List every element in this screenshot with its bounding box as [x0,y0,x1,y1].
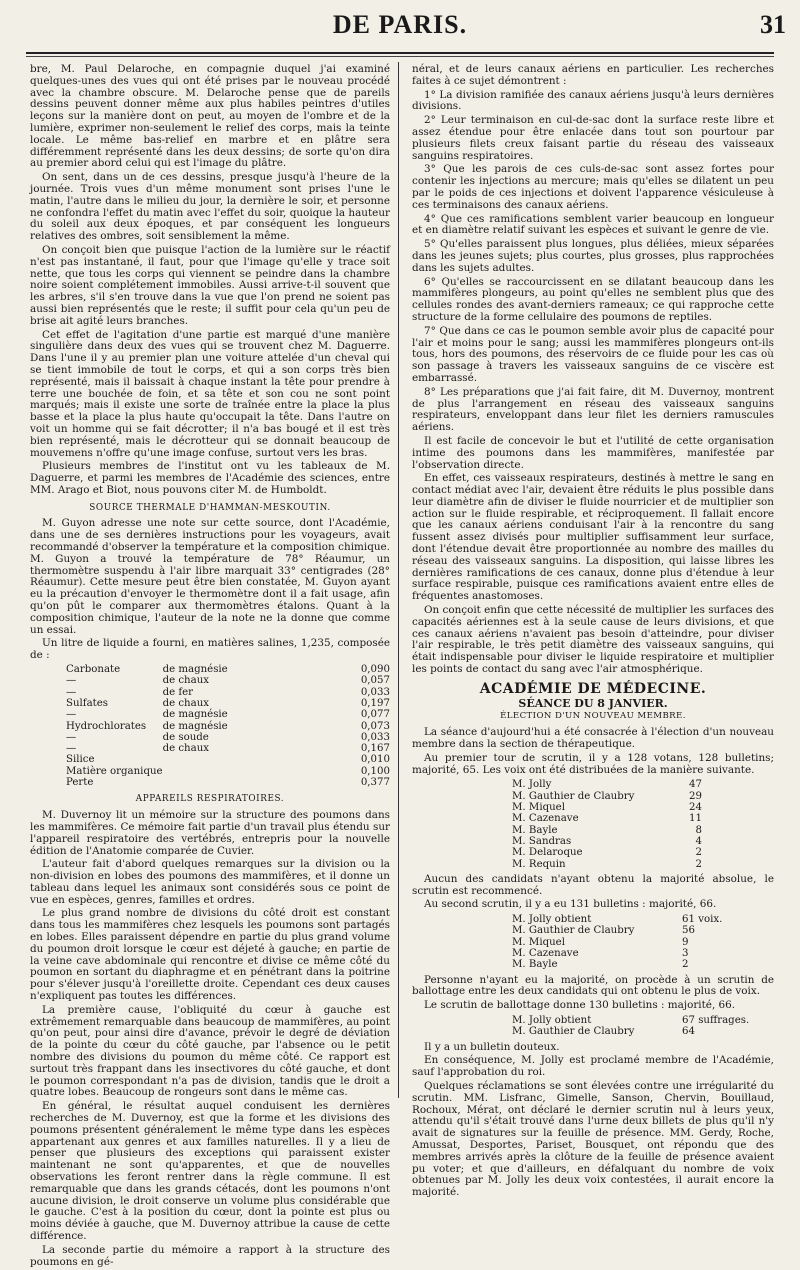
section-heading-source: SOURCE THERMALE D'HAMMAN-MESKOUTIN. [89,502,331,513]
paragraph: M. Duvernoy lit un mémoire sur la structure des poumons dans les mammifères. Ce mémoire fait partie d'un travail plus étendu sur l'appareil respiratoire des vertébrés, entrepris pour la nouvelle édition de l'Anatomie comparée de Cuvier. [30,809,390,857]
paragraph: M. Guyon adresse une note sur cette source, dont l'Académie, dans une de ses dernières instructions pour les voyageurs, avait recommandé d'observer la température et la composition chimique. M. Guyon a trouvé la température de 78° Réaumur, un thermomètre suspendu à l'air libre marquait 33° centigrades (28° Réaumur). Cette mesure peut être bien constatée, M. Guyon ayant eu la précaution d'envoyer le thermomètre dont il a fait usage, afin qu'on pût le comparer aux thermomètres étalons. Quant à la composition chimique, l'auteur de la note ne la donne que comme un essai. [30,517,390,636]
vote-row: M. Jolly obtient 67 suffrages. [512,1015,750,1027]
vote-row: M. Bayle 2 [512,959,689,971]
paragraph: La première cause, l'obliquité du cœur à gauche est extrêmement remarquable dans beaucoup de mammifères, au point qu'on peut, pour ainsi dire d'avance, prévoir le degré de déviation de la pointe du cœur du côté gauche, par l'absence ou le petit nombre des divisions du poumon du même côté. Ce rapport est surtout très frappant dans les insectivores du côté gauche, et dont le poumon correspondant n'a pas de division, tandis que le droit a quatre lobes. Beaucoup de rongeurs sont dans le même cas. [30,1003,390,1099]
composition-row: Sulfates de chaux 0,197 [66,697,390,709]
votes-table-second-round [512,914,752,970]
vote-row: M. Gauthier de Claubry 29 [512,790,702,802]
composition-row: — de soude 0,033 [66,731,390,743]
paragraph: En effet, ces vaisseaux respirateurs, destinés à mettre le sang en contact médiat avec l'air, devaient être réduits le plus possible dans leur diamètre afin de diviser le fluide nourricier et de multiplier son action sur le fluide respirable, et réciproquement. Il fallait encore que les canaux aériens conduisant l'air à la rencontre du sang fussent assez divisés pour multiplier suffisamment leur surface, dont l'étendue devait être proportionnée au nombre des mailles du réseau des vaisseaux sanguins. La disposition, qui laisse libres les dernières ramifications de ces canaux, donne plus d'étendue à leur surface respirable, puisque ces ramifications avaient entre elles de fréquentes anastomoses. [412,472,774,603]
page-header [0,0,800,58]
paragraph: Il est facile de concevoir le but et l'utilité de cette organisation intime des poumons dans les mammifères, manifestée par l'observation directe. [412,434,774,471]
composition-row: — de fer 0,033 [66,686,390,698]
academy-heading: ACADÉMIE DE MÉDECINE. [479,680,707,697]
vote-row: M. Requin 2 [512,858,702,870]
vote-row: M. Miquel 24 [512,802,702,814]
paragraph: L'auteur fait d'abord quelques remarques sur la division ou la non-division en lobes des poumons des mammifères, et il donne un tableau dans lequel les animaux sont considérés sous ce point de vue en espèces, genres, familles et ordres. [30,858,390,906]
composition-row: Matière organique 0,100 [66,765,390,777]
paragraph: 3° Que les parois de ces culs-de-sac sont assez fortes pour contenir les injections au mercure; mais qu'elles se dilatent un peu par le poids de ces injections et doivent l'apparence vésiculeuse à ces terminaisons des canaux aériens. [412,163,774,211]
paragraph: Quelques réclamations se sont élevées contre une irrégularité du scrutin. MM. Lisfranc, Gimelle, Sanson, Chervin, Bouillaud, Rochoux, Mérat, ont déclaré le dernier scrutin nul à leurs yeux, attendu qu'il s'était trouvé dans l'urne deux billets de plus qu'il n'y avait de signatures sur la feuille de présence. MM. Gerdy, Roche, Amussat, Desportes, Pariset, Bousquet, ont répondu que des membres arrivés après la clôture de la feuille de présence avaient pu voter; et que d'ailleurs, en défalquant du nombre de voix obtenues par M. Jolly les deux voix contestées, il aurait encore la majorité. [412,1080,774,1199]
paragraph: Le scrutin de ballottage donne 130 bulletins : majorité, 66. [424,999,736,1012]
vote-row: M. Cazenave 3 [512,948,689,960]
composition-row: Silice 0,010 [66,754,390,766]
paragraph: On sent, dans un de ces dessins, presque jusqu'à l'heure de la journée. Trois vues d'un même monument sont prises l'une le matin, l'autre dans le milieu du jour, la dernière le soir, et personne ne confondra l'effet du matin avec l'effet du soir, quoique la hauteur du soleil aux deux époques, et par conséquent les longueurs relatives des ombres, soit sensiblement la même. [30,171,390,243]
paragraph: Un litre de liquide a fourni, en matières salines, 1,235, composée de : [30,637,390,662]
paragraph: Il y a un bulletin douteux. [424,1040,560,1053]
paragraph: En général, le résultat auquel conduisent les dernières recherches de M. Duvernoy, est que la forme et les divisions des poumons présentent généralement le même type dans les espèces appartenant aux genres et aux familles naturelles. Il y a lieu de penser que plusieurs des exceptions qui paraissent exister maintenant ne sont qu'apparentes, et que de nouvelles observations les feront rentrer dans la règle commune. Il est remarquable que dans les grands cétacés, dont les poumons n'ont aucune division, le droit conserve un volume plus considérable que le gauche. C'est à la position du cœur, dont la pointe est plus ou moins déviée à gauche, que M. Duvernoy attribue la cause de cette différence. [30,1100,390,1242]
page-number: 31 [760,10,786,39]
paragraph: 1° La division ramifiée des canaux aériens jusqu'à leurs dernières divisions. [412,88,774,113]
paragraph: 2° Leur terminaison en cul-de-sac dont la surface reste libre et assez étendue pour être enlacée dans tout son pourtour par plusieurs filets creux faisant partie du réseau des vaisseaux sanguins respiratoires. [412,114,774,162]
composition-row: — de magnésie 0,077 [66,709,390,721]
votes-table-ballottage [512,1015,752,1038]
paragraph: 8° Les préparations que j'ai fait faire, dit M. Duvernoy, montrent de plus l'arrangement en réseau des vaisseaux sanguins respirateurs, enveloppant dans leur filet les derniers ramuscules aériens. [412,385,774,434]
page-title: DE PARIS. [332,10,468,39]
paragraph: En conséquence, M. Jolly est proclamé membre de l'Académie, sauf l'approbation du roi. [412,1054,774,1079]
vote-row: M. Jolly 47 [512,779,702,791]
paragraph: On conçoit bien que puisque l'action de la lumière sur le réactif n'est pas instantané, il faut, pour que l'image qu'elle y trace soit nette, que tous les corps qui viennent se peindre dans la chambre noire soient complétement immobiles. Aussi arrive-t-il souvent que les arbres, s'il s'en trouve dans la vue que l'on prend ne soient pas aussi bien représentés que le reste; il suffit pour cela qu'un peu de brise ait agité leurs branches. [30,243,390,327]
composition-row: Perte 0,377 [66,777,390,789]
composition-row: Hydrochlorates de magnésie 0,073 [66,720,390,732]
vote-row: M. Miquel 9 [512,936,689,948]
right-column [412,64,774,1201]
paragraph: Au premier tour de scrutin, il y a 128 votans, 128 bulletins; majorité, 65. Les voix ont été distribuées de la manière suivante. [412,751,774,776]
paragraph: néral, et de leurs canaux aériens en particulier. Les recherches faites à ce sujet démontrent : [412,63,774,87]
paragraph: Au second scrutin, il y a eu 131 bulletins : majorité, 66. [424,898,717,911]
election-heading: ÉLECTION D'UN NOUVEAU MEMBRE. [500,711,686,722]
paragraph: Cet effet de l'agitation d'une partie est marqué d'une manière singulière dans deux des vues qui se trouvent chez M. Daguerre. Dans l'une il y au premier plan une voiture attelée d'un cheval qui se tient immobile de tout le corps, et qui a son corps très bien représenté, mais il baissait à chaque instant la tête pour prendre à terre une bouchée de foin, et sa tête et son cou ne sont point marqués; mais il existe une sorte de traînée entre la place la plus basse et la place la plus haute qu'occupait la tête. Dans l'autre on voit un homme qui se fait décrotter; il n'a bas bougé et il est très bien représenté, mais le décrotteur qui se donnait beaucoup de mouvemens n'offre qu'une image confuse, surtout vers les bras. [30,328,390,459]
paragraph: 4° Que ces ramifications semblent varier beaucoup en longueur et en diamètre relatif suivant les espèces et suivant le genre de vie. [412,212,774,237]
votes-table-first-round [512,779,702,869]
vote-row: M. Cazenave 11 [512,813,702,825]
vote-row: M. Sandras 4 [512,835,702,847]
paragraph: 7° Que dans ce cas le poumon semble avoir plus de capacité pour l'air et moins pour le sang; aussi les mammifères plongeurs ont-ils tous, hors des poumons, des réservoirs de ce fluide pour les cas où son passage à travers les vaisseaux sanguins de ce viscère est embarrassé. [412,324,774,384]
paragraph: Plusieurs membres de l'institut ont vu les tableaux de M. Daguerre, et parmi les membres de l'Académie des sciences, entre MM. Arago et Biot, nous pouvons citer M. de Humboldt. [30,460,390,496]
paragraph: Personne n'ayant eu la majorité, on procède à un scrutin de ballottage entre les deux candidats qui ont obtenu le plus de voix. [412,973,774,998]
paragraph: Le plus grand nombre de divisions du côté droit est constant dans tous les mammifères chez lesquels les poumons sont partagés en lobes. Elles paraissent dépendre en partie du plus grand volume du poumon droit lorsque le cœur est déjeté à gauche; en partie de la veine cave abdominale qui rencontre et divise ce même côté du poumon en sortant du diaphragme et en pénétrant dans la poitrine pour s'élever jusqu'à l'oreillette droite. Cependant ces deux causes n'expliquent pas toutes les différences. [30,907,390,1003]
vote-row: M. Gauthier de Claubry 64 [512,1026,695,1038]
composition-row: — de chaux 0,057 [66,675,390,687]
paragraph: 6° Qu'elles se raccourcissent en se dilatant beaucoup dans les mammifères plongeurs, au point qu'elles ne semblent plus que des cellules rondes des avant-derniers rameaux; ce qui rapproche cette structure de la forme cellulaire des poumons de reptiles. [412,275,774,323]
vote-row: M. Jolly obtient 61 voix. [512,914,723,926]
paragraph: On conçoit enfin que cette nécessité de multiplier les surfaces des capacités aériennes est à la seule cause de leurs divisions, et que ces canaux aériens n'avaient pas besoin d'atteindre, pour diviser l'air respirable, le très petit diamètre des vaisseaux sanguins, qui était indispensable pour diviser le liquide respiratoire et multiplier les points de contact du sang avec l'air atmosphérique. [412,604,774,676]
paragraph: Aucun des candidats n'ayant obtenu la majorité absolue, le scrutin est recommencé. [412,872,774,897]
paragraph: La seconde partie du mémoire a rapport à la structure des poumons en gé- [30,1243,390,1268]
vote-row: M. Bayle 8 [512,824,702,836]
header-rule-thin [26,56,774,57]
paragraph: 5° Qu'elles paraissent plus longues, plus déliées, mieux séparées dans les jeunes sujets; plus courtes, plus grosses, plus rapprochées dans les sujets adultes. [412,238,774,274]
composition-row: — de chaux 0,167 [66,743,390,755]
column-divider [398,62,399,1098]
composition-table [66,664,390,788]
left-column [30,64,390,1270]
paragraph: La séance d'aujourd'hui a été consacrée à l'élection d'un nouveau membre dans la section de thérapeutique. [412,726,774,751]
session-heading: SÉANCE DU 8 JANVIER. [518,696,668,710]
composition-row: Carbonate de magnésie 0,090 [66,664,390,676]
vote-row: M. Delaroque 2 [512,847,702,859]
paragraph: bre, M. Paul Delaroche, en compagnie duquel j'ai examiné quelques-unes des vues qui ont été prises par le nouveau procédé avec la chambre obscure. M. Delaroche pense que de pareils dessins peuvent donner même aux plus habiles peintres d'utiles leçons sur la manière dont on peut, au moyen de l'ombre et de la lumière, exprimer non-seulement le relief des corps, mais la teinte locale. Le même bas-relief en marbre et en plâtre sera différemment représenté dans les deux dessins; de sorte qu'on dira au premier abord celui qui est l'image du plâtre. [30,63,390,170]
header-rule [26,52,774,54]
vote-row: M. Gauthier de Claubry 56 [512,925,695,937]
section-heading-respiratory: APPAREILS RESPIRATOIRES. [135,794,285,805]
